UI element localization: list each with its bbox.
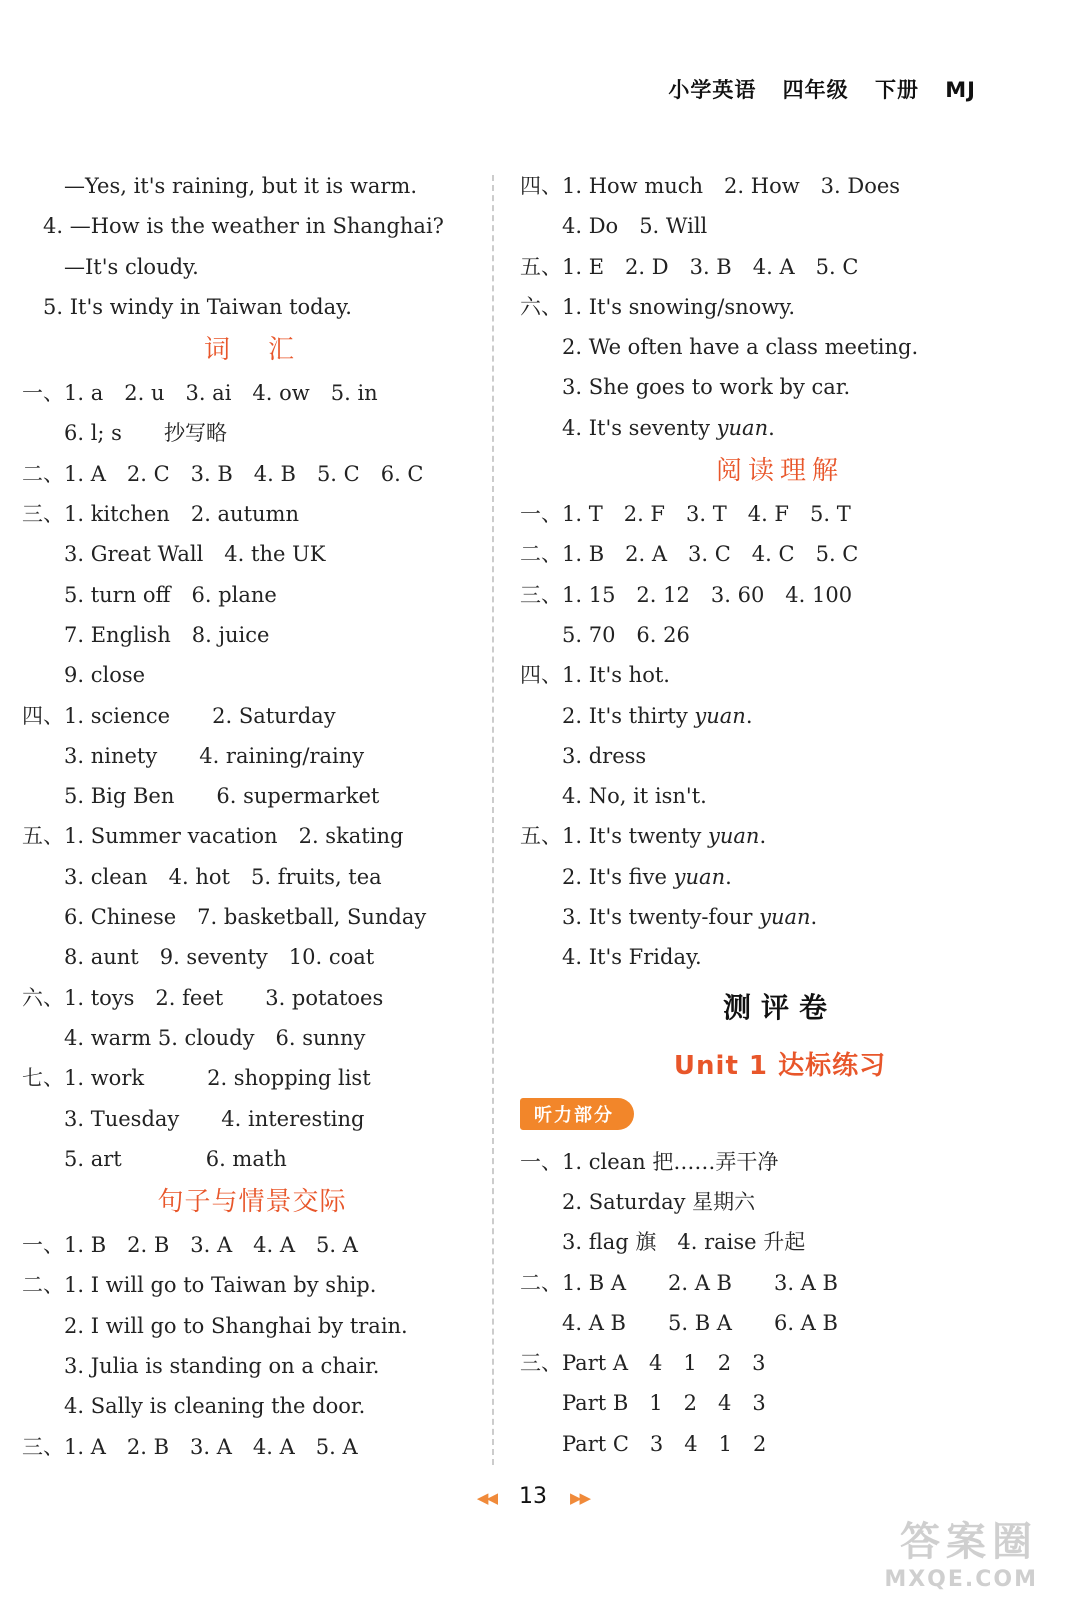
answer-line: 3. It's twenty-four yuan. (520, 905, 818, 930)
answer-line: 五、1. Summer vacation 2. skating (22, 824, 404, 849)
answer-line: 6. Chinese 7. basketball, Sunday (22, 905, 427, 930)
answer-line: 4. Sally is cleaning the door. (22, 1394, 366, 1419)
answer-line: 一、1. a 2. u 3. ai 4. ow 5. in (22, 381, 378, 406)
section-title-sentences: 句子与情景交际 (157, 1187, 347, 1218)
answer-line: 四、1. How much 2. How 3. Does (520, 174, 901, 198)
header-grade: 四年级 (782, 78, 849, 102)
answer-line: 2. Saturday 星期六 (520, 1189, 756, 1214)
answer-line: 4. Do 5. Will (520, 214, 708, 239)
watermark (884, 1510, 1038, 1592)
answer-line: Part B 1 2 4 3 (520, 1391, 766, 1416)
answer-line: 四、1. science 2. Saturday (22, 703, 336, 728)
answer-line: 2. It's thirty yuan. (520, 703, 753, 728)
answer-line: 一、1. B 2. B 3. A 4. A 5. A (22, 1233, 358, 1258)
answer-line: 3. Julia is standing on a chair. (22, 1354, 380, 1379)
answer-line: 五、1. It's twenty yuan. (520, 824, 767, 849)
answer-line: 二、1. I will go to Taiwan by ship. (22, 1273, 377, 1298)
column-divider (492, 175, 494, 1465)
answer-line: 5. Big Ben 6. supermarket (22, 784, 380, 809)
section-title-reading: 阅读理解 (715, 456, 844, 487)
answer-line: 二、1. B 2. A 3. C 4. C 5. C (520, 542, 859, 567)
answer-line: 七、1. work 2. shopping list (22, 1066, 371, 1091)
answer-line: 4. It's seventy yuan. (520, 415, 775, 440)
answer-line: 一、1. T 2. F 3. T 4. F 5. T (520, 502, 851, 527)
answer-line: 9. close (22, 663, 146, 688)
answer-line: 3. Great Wall 4. the UK (22, 542, 326, 567)
unit-title: Unit 1 达标练习 (673, 1050, 887, 1081)
answer-line: 8. aunt 9. seventy 10. coat (22, 945, 375, 970)
right-column (520, 166, 1040, 1464)
page-footer (0, 1484, 1066, 1509)
listening-tag: 听力部分 (520, 1098, 634, 1130)
answer-line: 5. art 6. math (22, 1146, 287, 1171)
answer-line: 二、1. B A 2. A B 3. A B (520, 1270, 838, 1295)
answer-line: 7. English 8. juice (22, 622, 270, 647)
answer-line: Part C 3 4 1 2 (520, 1431, 767, 1456)
answer-line: 三、1. A 2. B 3. A 4. A 5. A (22, 1434, 358, 1459)
answer-line: —It's cloudy. (22, 254, 199, 279)
answer-line: 二、1. A 2. C 3. B 4. B 5. C 6. C (22, 461, 424, 486)
left-column (22, 166, 482, 1467)
prev-arrows-icon: ◀◀ (476, 1489, 496, 1507)
answer-line: 5. turn off 6. plane (22, 582, 277, 607)
answer-line: 4. —How is the weather in Shanghai? (22, 214, 444, 239)
answer-line: 六、1. It's snowing/snowy. (520, 294, 796, 319)
watermark-line2: MXQE.COM (884, 1567, 1038, 1592)
answer-line: 一、1. clean 把……弄干净 (520, 1149, 779, 1174)
section-title-test: 测评卷 (722, 990, 837, 1024)
answer-line: 4. It's Friday. (520, 945, 702, 970)
answer-line: 五、1. E 2. D 3. B 4. A 5. C (520, 254, 859, 279)
answer-line: 三、1. 15 2. 12 3. 60 4. 100 (520, 582, 853, 607)
answer-line: 4. warm 5. cloudy 6. sunny (22, 1025, 366, 1050)
answer-line: 四、1. It's hot. (520, 663, 670, 688)
answer-line: 六、1. toys 2. feet 3. potatoes (22, 985, 384, 1010)
watermark-line1: 答案圈 (900, 1519, 1038, 1565)
answer-line: 3. dress (520, 743, 647, 768)
answer-line: 三、Part A 4 1 2 3 (520, 1351, 766, 1376)
answer-line: 4. A B 5. B A 6. A B (520, 1310, 838, 1335)
listening-tag-row (520, 1094, 1040, 1142)
answer-line: 3. Tuesday 4. interesting (22, 1106, 365, 1131)
answer-line: 3. ninety 4. raining/rainy (22, 743, 365, 768)
answer-line: 5. It's windy in Taiwan today. (22, 294, 352, 319)
answer-line: 5. 70 6. 26 (520, 622, 690, 647)
answer-line: 3. clean 4. hot 5. fruits, tea (22, 864, 382, 889)
section-title-vocab: 词 汇 (203, 335, 300, 366)
answer-line: —Yes, it's raining, but it is warm. (22, 174, 418, 198)
header-subject: 小学英语 (668, 78, 757, 102)
answer-line: 2. It's five yuan. (520, 864, 732, 889)
page-header (650, 74, 976, 104)
answer-line: 6. l; s 抄写略 (22, 421, 227, 446)
page-number: 13 (519, 1484, 547, 1509)
next-arrows-icon: ▶▶ (570, 1489, 590, 1507)
header-edition: MJ (945, 78, 976, 102)
answer-line: 三、1. kitchen 2. autumn (22, 502, 299, 527)
answer-line: 3. flag 旗 4. raise 升起 (520, 1230, 806, 1255)
answer-line: 4. No, it isn't. (520, 784, 707, 809)
answer-line: 2. We often have a class meeting. (520, 335, 919, 360)
answer-line: 3. She goes to work by car. (520, 375, 851, 400)
header-volume: 下册 (874, 78, 919, 102)
answer-line: 2. I will go to Shanghai by train. (22, 1313, 408, 1338)
